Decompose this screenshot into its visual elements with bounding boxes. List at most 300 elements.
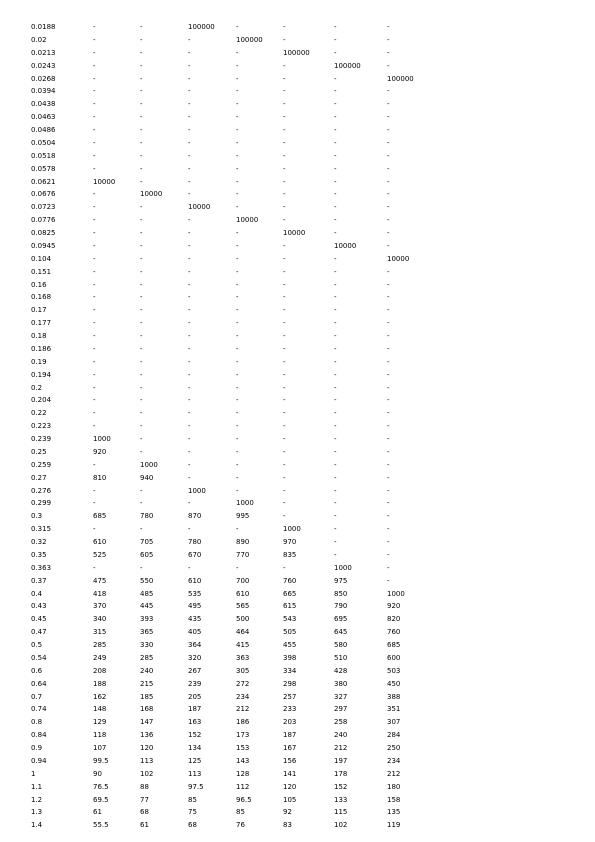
value-cell: - — [188, 293, 191, 302]
value-cell: - — [334, 126, 337, 134]
value-cell: 405 — [188, 628, 202, 637]
table-row — [31, 85, 437, 98]
value-cell: - — [283, 293, 286, 302]
value-cell: 134 — [188, 744, 202, 752]
value-cell: 239 — [188, 679, 202, 688]
value-cell: 234 — [387, 756, 401, 765]
value-cell: - — [93, 216, 96, 225]
row-key-cell: 0.4 — [31, 589, 43, 598]
value-cell: - — [334, 35, 337, 44]
table-row — [31, 600, 437, 613]
value-cell: 186 — [236, 718, 250, 727]
value-cell: 770 — [236, 550, 250, 559]
value-cell: - — [334, 538, 337, 546]
row-key-cell: 0.0213 — [31, 48, 56, 57]
table-row — [31, 459, 437, 472]
value-cell: - — [334, 229, 337, 237]
table-row — [31, 742, 437, 755]
value-cell: 143 — [236, 756, 250, 765]
table-row — [31, 691, 437, 704]
value-cell: 115 — [334, 808, 348, 817]
value-cell: 112 — [236, 782, 250, 791]
value-cell: 152 — [188, 731, 202, 740]
row-key-cell: 0.45 — [31, 615, 47, 624]
value-cell: - — [188, 319, 191, 328]
table-row — [31, 588, 437, 601]
value-cell: 760 — [283, 576, 297, 585]
value-cell: - — [334, 409, 337, 418]
value-cell: - — [93, 87, 96, 96]
value-cell: - — [283, 409, 286, 418]
value-cell: 178 — [334, 769, 348, 778]
value-cell: 168 — [140, 705, 154, 714]
table-row — [31, 819, 437, 832]
value-cell: - — [236, 525, 239, 534]
value-cell: 105 — [283, 795, 297, 804]
value-cell: - — [140, 48, 143, 57]
value-cell: - — [140, 447, 143, 456]
table-row — [31, 47, 437, 60]
table-row — [31, 626, 437, 639]
value-cell: 10000 — [93, 177, 116, 186]
row-key-cell: 1.2 — [31, 795, 43, 804]
value-cell: 363 — [236, 653, 250, 662]
value-cell: - — [93, 61, 96, 70]
row-key-cell: 0.94 — [31, 756, 47, 765]
value-cell: 249 — [93, 653, 107, 662]
value-cell: 215 — [140, 679, 154, 688]
value-cell: - — [283, 319, 286, 328]
value-cell: - — [236, 344, 239, 353]
value-cell: 100000 — [387, 74, 414, 83]
value-cell: 100000 — [188, 23, 215, 31]
value-cell: 510 — [334, 653, 348, 662]
table-row — [31, 678, 437, 691]
value-cell: 475 — [93, 576, 107, 585]
value-cell: 187 — [283, 731, 297, 740]
row-key-cell: 0.0776 — [31, 216, 56, 225]
table-row — [31, 562, 437, 575]
value-cell: 615 — [283, 602, 297, 611]
value-cell: - — [283, 499, 286, 508]
table-row — [31, 60, 437, 73]
value-cell: 75 — [188, 808, 197, 817]
value-cell: 185 — [140, 692, 154, 701]
value-cell: 760 — [387, 628, 401, 637]
value-cell: 76.5 — [93, 782, 109, 791]
value-cell: 565 — [236, 602, 250, 611]
value-cell: - — [334, 100, 337, 109]
value-cell: - — [188, 332, 191, 340]
value-cell: 10000 — [236, 216, 259, 225]
value-cell: - — [93, 319, 96, 328]
value-cell: - — [387, 190, 390, 199]
row-key-cell: 0.0486 — [31, 126, 56, 134]
value-cell: - — [334, 525, 337, 534]
row-key-cell: 0.35 — [31, 550, 47, 559]
value-cell: 1000 — [188, 486, 206, 495]
table-row — [31, 652, 437, 665]
table-row — [31, 781, 437, 794]
table-row — [31, 214, 437, 227]
value-cell: 495 — [188, 602, 202, 611]
value-cell: 100000 — [236, 35, 263, 44]
row-key-cell: 0.19 — [31, 357, 47, 366]
table-row — [31, 356, 437, 369]
value-cell: - — [236, 203, 239, 212]
row-key-cell: 0.43 — [31, 602, 47, 611]
value-cell: - — [140, 23, 143, 31]
value-cell: - — [387, 396, 390, 405]
value-cell: 272 — [236, 679, 250, 688]
value-cell: - — [236, 293, 239, 302]
value-cell: 670 — [188, 550, 202, 559]
value-cell: 240 — [140, 666, 154, 675]
row-key-cell: 0.151 — [31, 267, 52, 276]
table-row — [31, 536, 437, 549]
value-cell: 450 — [387, 679, 401, 688]
value-cell: - — [140, 499, 143, 508]
value-cell: 610 — [236, 589, 250, 598]
value-cell: 205 — [188, 692, 202, 701]
value-cell: 700 — [236, 576, 250, 585]
row-key-cell: 0.6 — [31, 666, 43, 675]
row-key-cell: 0.0243 — [31, 61, 56, 70]
value-cell: - — [387, 332, 390, 340]
value-cell: - — [283, 100, 286, 109]
value-cell: - — [236, 254, 239, 263]
row-key-cell: 0.0621 — [31, 177, 56, 186]
value-cell: - — [236, 435, 239, 443]
value-cell: 320 — [188, 653, 202, 662]
value-cell: - — [236, 100, 239, 109]
table-row — [31, 111, 437, 124]
value-cell: 107 — [93, 744, 107, 752]
value-cell: - — [236, 280, 239, 289]
table-row — [31, 729, 437, 742]
value-cell: 85 — [236, 808, 245, 817]
value-cell: - — [188, 280, 191, 289]
value-cell: - — [93, 126, 96, 134]
value-cell: - — [188, 216, 191, 225]
value-cell: 780 — [188, 538, 202, 546]
value-cell: 188 — [93, 679, 107, 688]
value-cell: - — [93, 344, 96, 353]
value-cell: - — [140, 486, 143, 495]
value-cell: - — [236, 229, 239, 237]
value-cell: - — [283, 512, 286, 521]
value-cell: 61 — [93, 808, 102, 817]
table-row — [31, 279, 437, 292]
value-cell: - — [140, 151, 143, 160]
table-row — [31, 485, 437, 498]
value-cell: - — [188, 267, 191, 276]
value-cell: 136 — [140, 731, 154, 740]
value-cell: - — [387, 216, 390, 225]
value-cell: - — [236, 409, 239, 418]
value-cell: 267 — [188, 666, 202, 675]
value-cell: 330 — [140, 641, 154, 649]
value-cell: - — [236, 563, 239, 572]
value-cell: 705 — [140, 538, 154, 546]
value-cell: - — [188, 241, 191, 250]
value-cell: - — [140, 435, 143, 443]
value-cell: 152 — [334, 782, 348, 791]
table-row — [31, 665, 437, 678]
value-cell: 240 — [334, 731, 348, 740]
row-key-cell: 0.186 — [31, 344, 52, 353]
value-cell: - — [334, 177, 337, 186]
value-cell: - — [387, 164, 390, 173]
value-cell: - — [334, 460, 337, 469]
value-cell: 455 — [283, 641, 297, 649]
value-cell: - — [334, 344, 337, 353]
value-cell: - — [334, 447, 337, 456]
row-key-cell: 0.64 — [31, 679, 47, 688]
value-cell: 173 — [236, 731, 250, 740]
row-key-cell: 0.299 — [31, 499, 52, 508]
value-cell: 305 — [236, 666, 250, 675]
value-cell: - — [387, 435, 390, 443]
value-cell: - — [140, 563, 143, 572]
value-cell: - — [140, 126, 143, 134]
table-row — [31, 755, 437, 768]
row-key-cell: 0.0825 — [31, 229, 56, 237]
value-cell: 835 — [283, 550, 297, 559]
value-cell: - — [236, 267, 239, 276]
value-cell: - — [188, 370, 191, 379]
value-cell: 790 — [334, 602, 348, 611]
value-cell: 133 — [334, 795, 348, 804]
value-cell: - — [387, 151, 390, 160]
value-cell: 351 — [387, 705, 401, 714]
table-row — [31, 343, 437, 356]
value-cell: 76 — [236, 821, 245, 830]
value-cell: 920 — [93, 447, 107, 456]
value-cell: - — [188, 435, 191, 443]
value-cell: - — [236, 332, 239, 340]
row-key-cell: 0.0518 — [31, 151, 56, 160]
row-key-cell: 0.239 — [31, 435, 52, 443]
value-cell: - — [387, 319, 390, 328]
value-cell: - — [93, 563, 96, 572]
row-key-cell: 0.74 — [31, 705, 47, 714]
value-cell: - — [283, 486, 286, 495]
value-cell: 257 — [283, 692, 297, 701]
value-cell: - — [283, 396, 286, 405]
value-cell: - — [188, 383, 191, 392]
table-row — [31, 613, 437, 626]
value-cell: - — [188, 113, 191, 122]
value-cell: - — [334, 396, 337, 405]
table-row — [31, 188, 437, 201]
table-row — [31, 176, 437, 189]
value-cell: - — [188, 499, 191, 508]
value-cell: 398 — [283, 653, 297, 662]
table-row — [31, 330, 437, 343]
value-cell: - — [334, 306, 337, 315]
value-cell: - — [387, 61, 390, 70]
value-cell: - — [387, 550, 390, 559]
value-cell: 100000 — [283, 48, 310, 57]
value-cell: - — [387, 203, 390, 212]
value-cell: - — [188, 409, 191, 418]
value-cell: - — [140, 100, 143, 109]
value-cell: - — [188, 151, 191, 160]
value-cell: - — [236, 177, 239, 186]
value-cell: - — [140, 293, 143, 302]
value-cell: - — [387, 48, 390, 57]
value-cell: 212 — [387, 769, 401, 778]
row-key-cell: 0.37 — [31, 576, 47, 585]
value-cell: - — [334, 319, 337, 328]
row-key-cell: 0.259 — [31, 460, 52, 469]
value-cell: 162 — [93, 692, 107, 701]
value-cell: 435 — [188, 615, 202, 624]
value-cell: - — [387, 87, 390, 96]
value-cell: - — [334, 151, 337, 160]
row-key-cell: 0.223 — [31, 422, 52, 431]
value-cell: 695 — [334, 615, 348, 624]
value-cell: - — [334, 550, 337, 559]
value-cell: - — [283, 113, 286, 122]
table-row — [31, 639, 437, 652]
row-key-cell: 0.47 — [31, 628, 47, 637]
value-cell: - — [283, 435, 286, 443]
table-row — [31, 716, 437, 729]
value-cell: - — [236, 113, 239, 122]
value-cell: 890 — [236, 538, 250, 546]
table-row — [31, 98, 437, 111]
value-cell: - — [188, 100, 191, 109]
value-cell: - — [93, 396, 96, 405]
row-key-cell: 0.177 — [31, 319, 52, 328]
value-cell: - — [334, 164, 337, 173]
value-cell: 393 — [140, 615, 154, 624]
value-cell: - — [93, 254, 96, 263]
value-cell: - — [140, 422, 143, 431]
row-key-cell: 1 — [31, 769, 36, 778]
value-cell: - — [236, 460, 239, 469]
value-cell: - — [140, 35, 143, 44]
value-cell: - — [93, 422, 96, 431]
value-cell: 234 — [236, 692, 250, 701]
value-cell: 485 — [140, 589, 154, 598]
value-cell: - — [283, 447, 286, 456]
value-cell: - — [140, 306, 143, 315]
value-cell: - — [387, 447, 390, 456]
value-cell: - — [93, 164, 96, 173]
value-cell: - — [188, 422, 191, 431]
value-cell: 187 — [188, 705, 202, 714]
table-row — [31, 510, 437, 523]
value-cell: 203 — [283, 718, 297, 727]
value-cell: - — [188, 126, 191, 134]
value-cell: 995 — [236, 512, 250, 521]
value-cell: 550 — [140, 576, 154, 585]
value-cell: 600 — [387, 653, 401, 662]
table-row — [31, 768, 437, 781]
value-cell: - — [283, 357, 286, 366]
value-cell: 445 — [140, 602, 154, 611]
value-cell: - — [283, 138, 286, 147]
value-cell: 388 — [387, 692, 401, 701]
table-row — [31, 317, 437, 330]
row-key-cell: 0.7 — [31, 692, 43, 701]
value-cell: - — [188, 61, 191, 70]
value-cell: - — [188, 396, 191, 405]
value-cell: - — [140, 370, 143, 379]
value-cell: - — [283, 216, 286, 225]
value-cell: - — [93, 113, 96, 122]
value-cell: - — [93, 138, 96, 147]
value-cell: - — [387, 422, 390, 431]
value-cell: 90 — [93, 769, 102, 778]
value-cell: - — [93, 293, 96, 302]
value-cell: - — [93, 280, 96, 289]
table-row — [31, 124, 437, 137]
value-cell: - — [334, 74, 337, 83]
table-row — [31, 163, 437, 176]
value-cell: - — [93, 241, 96, 250]
value-cell: 364 — [188, 641, 202, 649]
table-row — [31, 407, 437, 420]
value-cell: - — [334, 422, 337, 431]
value-cell: - — [236, 61, 239, 70]
value-cell: 158 — [387, 795, 401, 804]
value-cell: - — [387, 460, 390, 469]
value-cell: 10000 — [140, 190, 163, 199]
row-key-cell: 0.0268 — [31, 74, 56, 83]
row-key-cell: 0.32 — [31, 538, 47, 546]
value-cell: - — [283, 23, 286, 31]
value-cell: - — [140, 344, 143, 353]
value-cell: 500 — [236, 615, 250, 624]
value-cell: - — [140, 280, 143, 289]
value-cell: 1000 — [334, 563, 352, 572]
value-cell: - — [188, 344, 191, 353]
row-key-cell: 0.276 — [31, 486, 52, 495]
value-cell: 645 — [334, 628, 348, 637]
value-cell: - — [140, 332, 143, 340]
value-cell: - — [387, 35, 390, 44]
value-cell: 535 — [188, 589, 202, 598]
value-cell: - — [283, 190, 286, 199]
value-cell: 129 — [93, 718, 107, 727]
value-cell: - — [334, 190, 337, 199]
value-cell: 233 — [283, 705, 297, 714]
row-key-cell: 0.0723 — [31, 203, 56, 212]
value-cell: 69.5 — [93, 795, 109, 804]
value-cell: - — [334, 473, 337, 482]
value-cell: - — [140, 74, 143, 83]
value-cell: 153 — [236, 744, 250, 752]
value-cell: - — [283, 280, 286, 289]
value-cell: 128 — [236, 769, 250, 778]
value-cell: - — [387, 499, 390, 508]
value-cell: - — [334, 383, 337, 392]
value-cell: - — [93, 383, 96, 392]
value-cell: 298 — [283, 679, 297, 688]
value-cell: - — [387, 525, 390, 534]
row-key-cell: 0.204 — [31, 396, 52, 405]
row-key-cell: 1.4 — [31, 821, 43, 830]
value-cell: - — [93, 525, 96, 534]
value-cell: 285 — [140, 653, 154, 662]
value-cell: - — [140, 525, 143, 534]
row-key-cell: 0.25 — [31, 447, 47, 456]
value-cell: - — [188, 190, 191, 199]
